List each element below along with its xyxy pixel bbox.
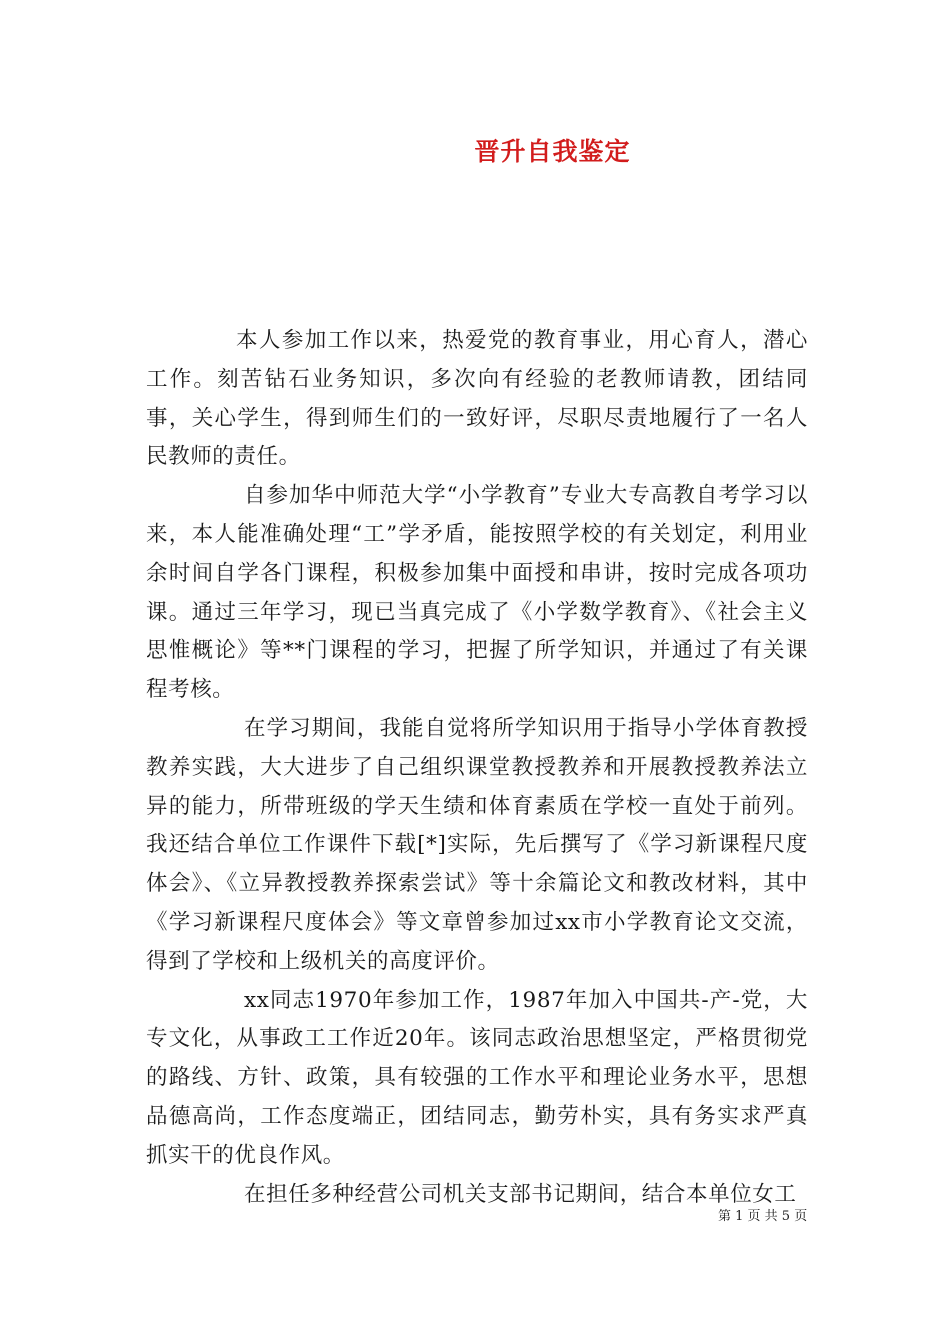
- paragraph: 在担任多种经营公司机关支部书记期间，结合本单位女工: [244, 1181, 797, 1207]
- page-number-footer: 第 1 页 共 5 页: [718, 1209, 808, 1224]
- document-title: 晋升自我鉴定: [474, 137, 631, 166]
- paragraph: xx同志1970年参加工作，1987年加入中国共-产-党，大专文化，从事政工工作近20年。该同志政治思想坚定，严格贯彻党的路线、方针、政策，具有较强的工作水平和理论业务水平，思想品德高尚，工作态度端正，团结同志，勤劳朴实，具有务实求严真抓实干的优良作风。: [146, 987, 808, 1168]
- paragraph: 自参加华中师范大学“小学教育”专业大专高教自考学习以来，本人能准确处理“工”学矛盾，能按照学校的有关划定，利用业余时间自学各门课程，积极参加集中面授和串讲，按时完成各项功课。通过三年学习，现已当真完成了《小学数学教育》、《社会主义思惟概论》等**门课程的学习，把握了所学知识，并通过了有关课程考核。: [146, 483, 808, 703]
- paragraph: 本人参加工作以来，热爱党的教育事业，用心育人，潜心工作。刻苦钻石业务知识，多次向有经验的老教师请教，团结同事，关心学生，得到师生们的一致好评，尽职尽责地履行了一名人民教师的责任。: [146, 328, 808, 470]
- paragraph: 在学习期间，我能自觉将所学知识用于指导小学体育教授教养实践，大大进步了自己组织课堂教授教养和开展教授教养法立异的能力，所带班级的学天生绩和体育素质在学校一直处于前列。我还结合单位工作课件下载[*]实际，先后撰写了《学习新课程尺度体会》、《立异教授教养探索尝试》等十余篇论文和教改材料，其中《学习新课程尺度体会》等文章曾参加过xx市小学教育论文交流，得到了学校和上级机关的高度评价。: [146, 715, 808, 974]
- document-body: [146, 322, 808, 1214]
